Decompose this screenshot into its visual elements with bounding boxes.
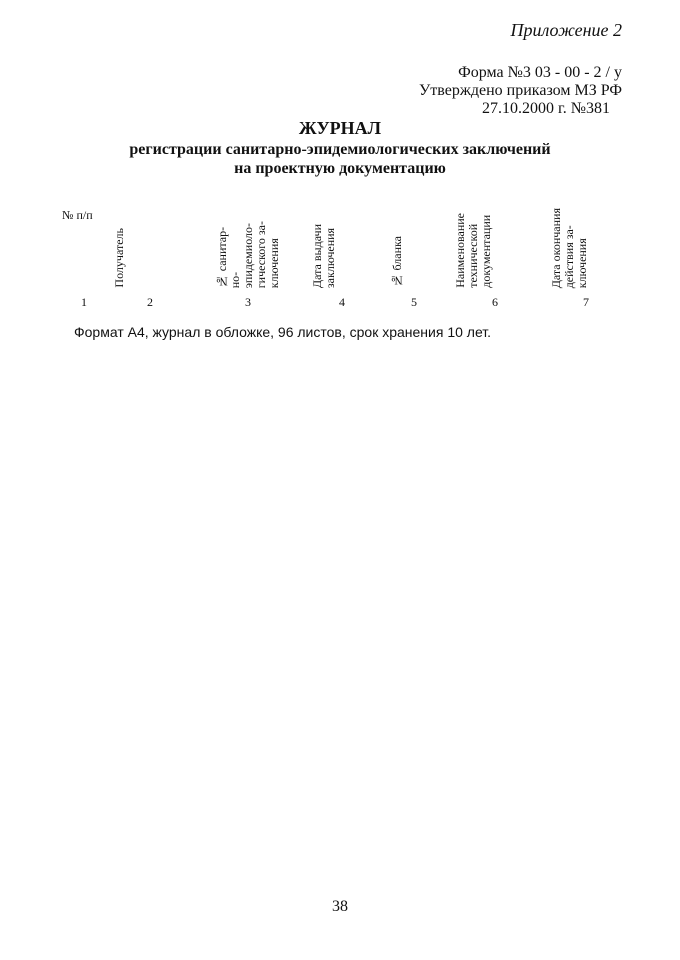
document-title: ЖУРНАЛ [298, 118, 382, 138]
form-number: Форма №3 03 - 00 - 2 / у [458, 64, 622, 81]
document-subtitle-line2: на проектную документацию [234, 160, 446, 177]
column-number: 7 [583, 295, 589, 309]
column-number: 3 [245, 295, 251, 309]
format-note: Формат А4, журнал в обложке, 96 листов, срок хранения 10 лет. [74, 324, 492, 340]
approved-by: Утверждено приказом МЗ РФ [418, 82, 622, 99]
column-header-documentation-name: Наименование технической документации [453, 213, 493, 288]
column-number: 4 [339, 295, 345, 309]
column-header-expiry-date: Дата окончания действия за- ключения [549, 207, 589, 288]
column-header-recipient: Получатель [112, 228, 126, 288]
page-number: 38 [332, 898, 348, 915]
column-header-blank-number: № бланка [390, 236, 404, 288]
document-subtitle-line1: регистрации санитарно-эпидемиологических заключений [129, 141, 551, 158]
column-header-issue-date: Дата выдачи заключения [310, 223, 337, 288]
column-header-conclusion-number: № санитар- но- эпидемиоло- гического за- ключения [215, 220, 281, 288]
appendix-label: Приложение 2 [510, 20, 622, 40]
column-number: 5 [411, 295, 417, 309]
column-number: 2 [147, 295, 153, 309]
column-number: 1 [81, 295, 87, 309]
column-number: 6 [492, 295, 498, 309]
column-header-number: № п/п [62, 208, 93, 222]
approval-date: 27.10.2000 г. №381 [481, 100, 610, 117]
